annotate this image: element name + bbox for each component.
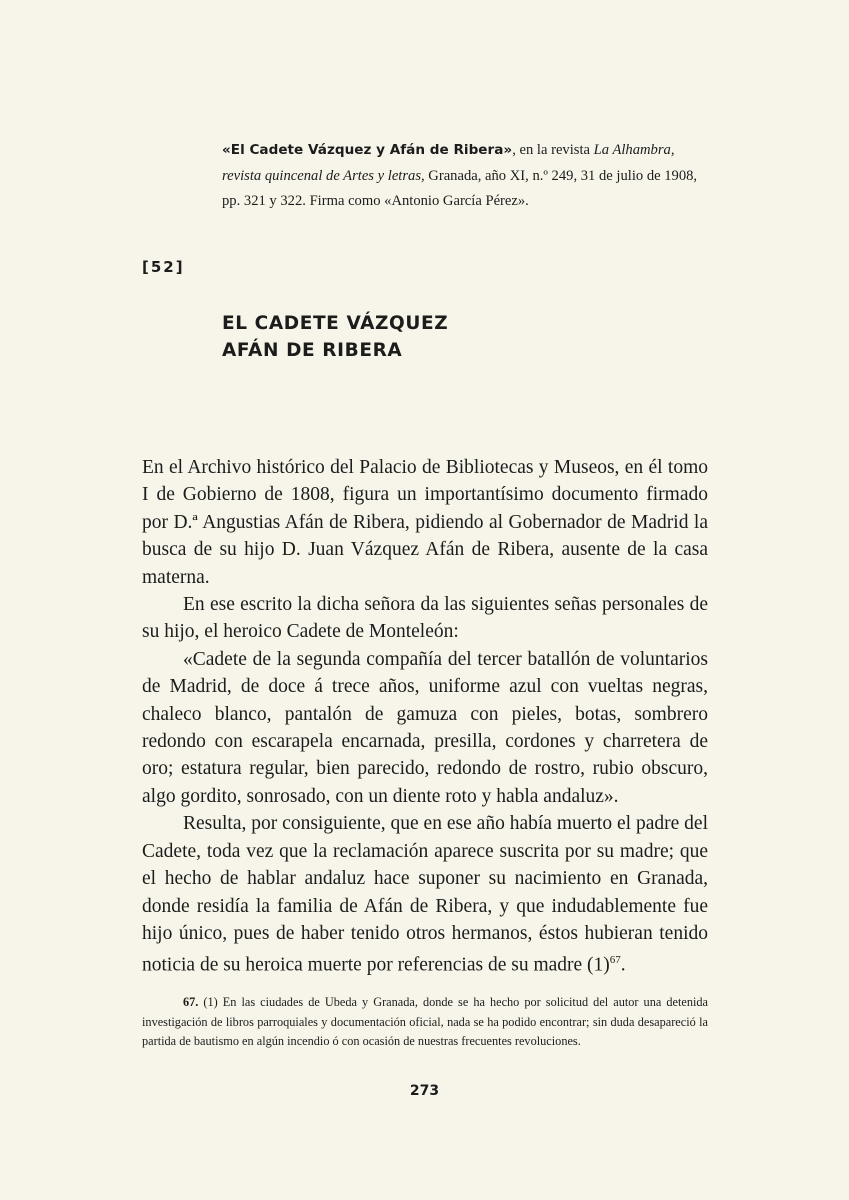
paragraph-3-quote: «Cadete de la segunda compañía del tercer batallón de voluntarios de Madrid, de doce á trece años, uniforme azul con vueltas negras, chaleco blanco, pantalón de gamuza con pieles, botas, sombrero redondo con escarapela encarnada, presilla, cordones y charretera de oro; estatura regular, bien parecido, redondo de rostro, rubio obscuro, algo gordito, sonrosado, con un diente roto y habla andaluz». [142, 648, 708, 807]
page-number: 273 [409, 1083, 440, 1099]
paragraph-4-text: Resulta, por consiguiente, que en ese año había muerto el padre del Cadete, toda vez que la reclamación aparece suscrita por su madre; que el hecho de hablar andaluz hace suponer su nacimiento en Granada, donde residía la familia de Afán de Ribera, y que indudablemente fue hijo único, pues de haber tenido otros hermanos, éstos hubieran tenido noticia de su heroica muerte por referencias de su madre (1) [142, 813, 708, 976]
paragraph-4-trail: . [620, 954, 626, 976]
chapter-title-line1: EL CADETE VÁZQUEZ [222, 313, 449, 334]
source-note-text-before: , en la revista [512, 142, 594, 158]
paragraph-4 [142, 810, 708, 979]
body-text [142, 454, 708, 979]
source-note-text-after: Granada, año XI, n.º 249, 31 de julio de 1908, pp. 321 y 322. Firma como «Antonio García Pérez». [222, 167, 698, 209]
source-note-journal: La Alhambra, revista quincenal de Artes y letras, [222, 142, 675, 184]
paragraph-1: En el Archivo histórico del Palacio de Bibliotecas y Museos, en él tomo I de Gobierno de 1808, figura un importantísimo documento firmado por D.ª Angustias Afán de Ribera, pidiendo al Gobernador de Madrid la busca de su hijo D. Juan Vázquez Afán de Ribera, ausente de la casa materna. [142, 457, 708, 588]
source-note-title: «El Cadete Vázquez y Afán de Ribera» [222, 142, 513, 158]
footnote-reference: 67 [609, 954, 621, 967]
source-note [222, 138, 702, 215]
footnote-text: (1) En las ciudades de Ubeda y Granada, donde se ha hecho por solicitud del autor una detenida investigación de libros parroquiales y documentación oficial, nada se ha podido encontrar; sin duda desapareció la partida de bautismo en algún incendio ó con ocasión de nuestras frecuentes revoluciones. [142, 995, 708, 1048]
paragraph-2: En ese escrito la dicha señora da las siguientes señas personales de su hijo, el heroico Cadete de Monteleón: [142, 594, 708, 643]
footnote-number: 67. [183, 995, 199, 1009]
chapter-title [222, 310, 448, 364]
chapter-number: [52] [142, 258, 185, 276]
chapter-title-line2: AFÁN DE RIBERA [222, 340, 403, 361]
footnote [142, 993, 708, 1052]
